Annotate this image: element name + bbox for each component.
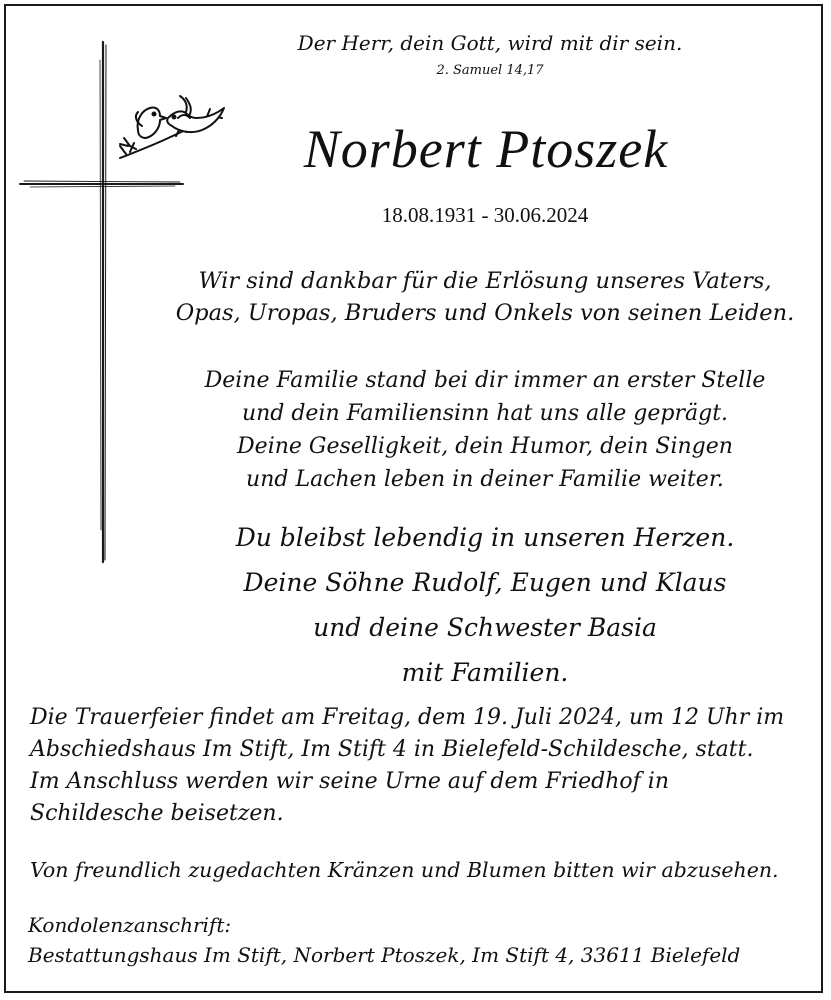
gratitude-line: Opas, Uropas, Bruders und Onkels von seinen Leiden. — [175, 300, 795, 326]
condolence-address — [28, 910, 740, 970]
ceremony-line: Im Anschluss werden wir seine Urne auf dem Friedhof in — [30, 769, 669, 794]
doves-icon — [116, 88, 231, 166]
farewell-text — [150, 515, 820, 695]
tribute-line: Deine Geselligkeit, dein Humor, dein Singen — [237, 434, 733, 459]
gratitude-text — [150, 265, 820, 329]
mourners-line: Deine Söhne Rudolf, Eugen und Klaus — [243, 568, 727, 597]
tribute-line: und dein Familiensinn hat uns alle geprägt. — [241, 401, 729, 426]
tribute-line: und Lachen leben in deiner Familie weiter. — [246, 467, 724, 492]
tribute-line: Deine Familie stand bei dir immer an erster Stelle — [204, 368, 766, 393]
contact-address: Bestattungshaus Im Stift, Norbert Ptoszek, Im Stift 4, 33611 Bielefeld — [28, 943, 741, 967]
flowers-note: Von freundlich zugedachten Kränzen und Blumen bitten wir abzusehen. — [30, 858, 779, 882]
ceremony-line: Abschiedshaus Im Stift, Im Stift 4 in Bielefeld-Schildesche, statt. — [30, 737, 754, 762]
gratitude-line: Wir sind dankbar für die Erlösung unseres Vaters, — [198, 268, 772, 294]
farewell-line: Du bleibst lebendig in unseren Herzen. — [235, 523, 735, 552]
mourners-line: mit Familien. — [401, 658, 569, 687]
deceased-name: Norbert Ptoszek — [303, 119, 669, 179]
ceremony-line: Schildesche beisetzen. — [30, 801, 284, 826]
ceremony-line: Die Trauerfeier findet am Freitag, dem 19. Juli 2024, um 12 Uhr im — [30, 705, 785, 730]
mourners-line: und deine Schwester Basia — [313, 613, 657, 642]
tribute-text — [150, 364, 820, 496]
life-dates: 18.08.1931 - 30.06.2024 — [381, 203, 589, 227]
bible-verse: Der Herr, dein Gott, wird mit dir sein. — [297, 31, 683, 55]
contact-label: Kondolenzanschrift: — [28, 913, 232, 937]
bible-reference: 2. Samuel 14,17 — [436, 63, 544, 78]
ceremony-info — [30, 702, 784, 830]
